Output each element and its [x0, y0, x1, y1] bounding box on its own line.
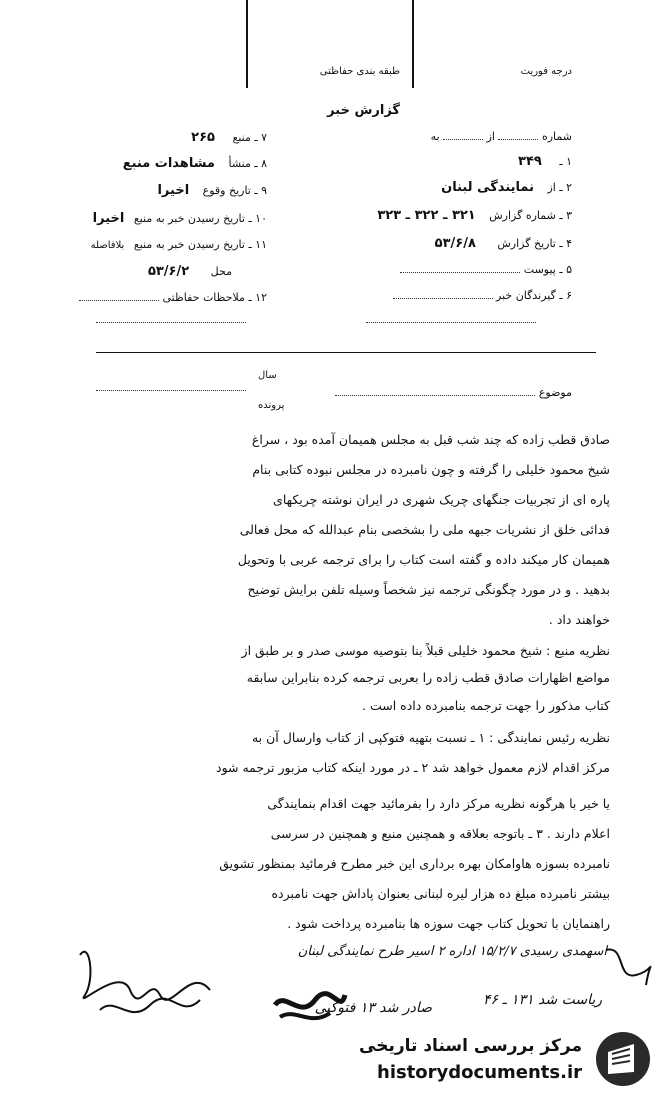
body-line-12: مرکز اقدام لازم معمول خواهد شد ۲ ـ در مورد اینکه کتاب مزبور ترجمه شود — [216, 760, 610, 775]
field-8-row: ۸ ـ منشأ مشاهدات منبع — [122, 156, 267, 171]
body-line-9: مواضع اظهارات صادق قطب زاده را بعربی ترجمه کرده بنابراین سابقه — [246, 670, 610, 685]
field-9-value: اخیرا — [157, 183, 190, 198]
blank-line-2 — [366, 322, 536, 323]
body-line-7: خواهند داد . — [548, 612, 610, 627]
body-line-3: پاره ای از تجربیات جنگهای چریک شهری در ایران نوشته چریکهای — [273, 492, 610, 507]
field-3-value: ۳۲۱ ـ ۳۲۲ ـ ۳۲۳ — [377, 208, 476, 223]
frame-line-right — [412, 0, 414, 88]
margin-label-year: سال — [258, 370, 277, 381]
subject-line-left — [96, 390, 246, 391]
field-2-value: نمایندگی لبنان — [441, 180, 534, 195]
handwritten-note-2: ریاست شد ۱۳۱ ـ ۴۶ — [482, 992, 602, 1008]
handwritten-note-3: صادر شد ۱۳ فتوکپی — [314, 1000, 432, 1016]
signature-scribble-right — [596, 940, 656, 1000]
body-line-14: اعلام دارند . ۳ ـ باتوجه بعلاقه و همچنین منبع و همچنین در سرسی — [270, 826, 610, 841]
field-6-row: ۶ ـ گیرندگان خبر — [393, 289, 572, 302]
field-4-row: ۴ ـ تاریخ گزارش ۵۳/۶/۸ — [434, 236, 572, 251]
field-number-row: شماره از به — [430, 130, 572, 143]
body-line-13: یا خیر با هرگونه نظریه مرکز دارد را بفرمائید جهت اقدام بنمایندگی — [267, 796, 610, 811]
field-10-row: ۱۰ ـ تاریخ رسیدن خبر به منبع اخیرا — [92, 211, 267, 226]
body-line-17: راهنمایان با تحویل کتاب جهت سوزه ها بنامبرده پرداخت شود . — [287, 916, 610, 931]
field-9-row: ۹ ـ تاریخ وقوع اخیرا — [157, 183, 267, 198]
field-1-row: ۱ ـ ۳۴۹ — [518, 154, 572, 169]
subject-row — [335, 386, 572, 399]
classification-label: طبقه بندی حفاظتی — [319, 66, 400, 77]
field-2-row: ۲ ـ از نمایندگی لبنان — [441, 180, 572, 195]
field-12-row: ۱۲ ـ ملاحظات حفاظتی — [79, 291, 267, 304]
body-line-10: کتاب مذکور را جهت ترجمه بنامبرده داده است . — [362, 698, 610, 713]
field-11-value: بلافاصله — [90, 240, 125, 251]
body-line-8: نظریه منبع : شیخ محمود خلیلی قبلاً بنا بتوصیه موسی صدر و بر طبق از — [241, 643, 610, 658]
body-line-5: همیمان کار میکند داده و گفته است کتاب را برای ترجمه عربی با وتحویل — [237, 552, 610, 567]
body-line-11: نظریه رئیس نمایندگی : ۱ ـ نسبت بتهیه فتوکپی از کتاب وارسال آن به — [251, 730, 610, 745]
signature-scribble-left — [60, 935, 220, 1030]
section-divider — [96, 352, 596, 353]
field-3-row: ۳ ـ شماره گزارش ۳۲۱ ـ ۳۲۲ ـ ۳۲۳ — [377, 208, 572, 223]
watermark-title: مرکز بررسی اسناد تاریخی — [359, 1036, 582, 1056]
field-7-value: ۲۶۵ — [191, 130, 215, 145]
blank-line-1 — [96, 322, 246, 323]
history-documents-logo-icon — [594, 1030, 652, 1088]
signature-scribble-ink — [270, 985, 350, 1030]
field-location-value: ۵۳/۶/۲ — [147, 264, 190, 279]
field-1-value: ۳۴۹ — [518, 154, 542, 169]
body-line-2: شیخ محمود خلیلی را گرفته و چون نامبرده در مجلس نبوده کتابی بنام — [252, 462, 610, 477]
frame-line-left — [246, 0, 248, 88]
handwritten-note-1: اسهمدی رسیدی ۱۵/۲/۷ اداره ۲ اسیر طرح نمایندگی لبنان — [297, 944, 607, 959]
body-line-6: بدهید . و در مورد چگونگی ترجمه نیز شخصاً وسیله تلفن برایش توضیح — [247, 582, 610, 597]
body-line-4: فدائی خلق از نشریات جبهه ملی را بشخصی بنام عبدالله که محل فعالی — [239, 522, 610, 537]
field-10-value: اخیرا — [92, 211, 125, 226]
field-7-row: ۷ ـ منبع ۲۶۵ — [191, 130, 267, 145]
body-line-15: نامبرده بسوزه هاوامکان بهره برداری این خبر مطرح فرمائید بمنظور تشویق — [219, 856, 610, 871]
field-11-row: ۱۱ ـ تاریخ رسیدن خبر به منبع بلافاصله — [90, 238, 267, 251]
margin-label-file: پرونده — [258, 400, 285, 411]
field-8-value: مشاهدات منبع — [122, 156, 215, 171]
field-5-row: ۵ ـ پیوست — [400, 263, 572, 276]
watermark-url: historydocuments.ir — [377, 1062, 582, 1083]
field-4-value: ۵۳/۶/۸ — [434, 236, 476, 251]
subject-label: موضوع — [538, 386, 572, 399]
field-location-row: محل ۵۳/۶/۲ — [147, 264, 232, 279]
urgency-label: درجه فوریت — [520, 66, 572, 77]
form-title: گزارش خبر — [327, 103, 400, 118]
body-line-1: صادق قطب زاده که چند شب قبل به مجلس همیمان آمده بود ، سراغ — [251, 432, 610, 447]
body-line-16: بیشتر نامبرده مبلغ ده هزار لیره لبنانی بعنوان پاداش جهت نامبرده — [271, 886, 610, 901]
